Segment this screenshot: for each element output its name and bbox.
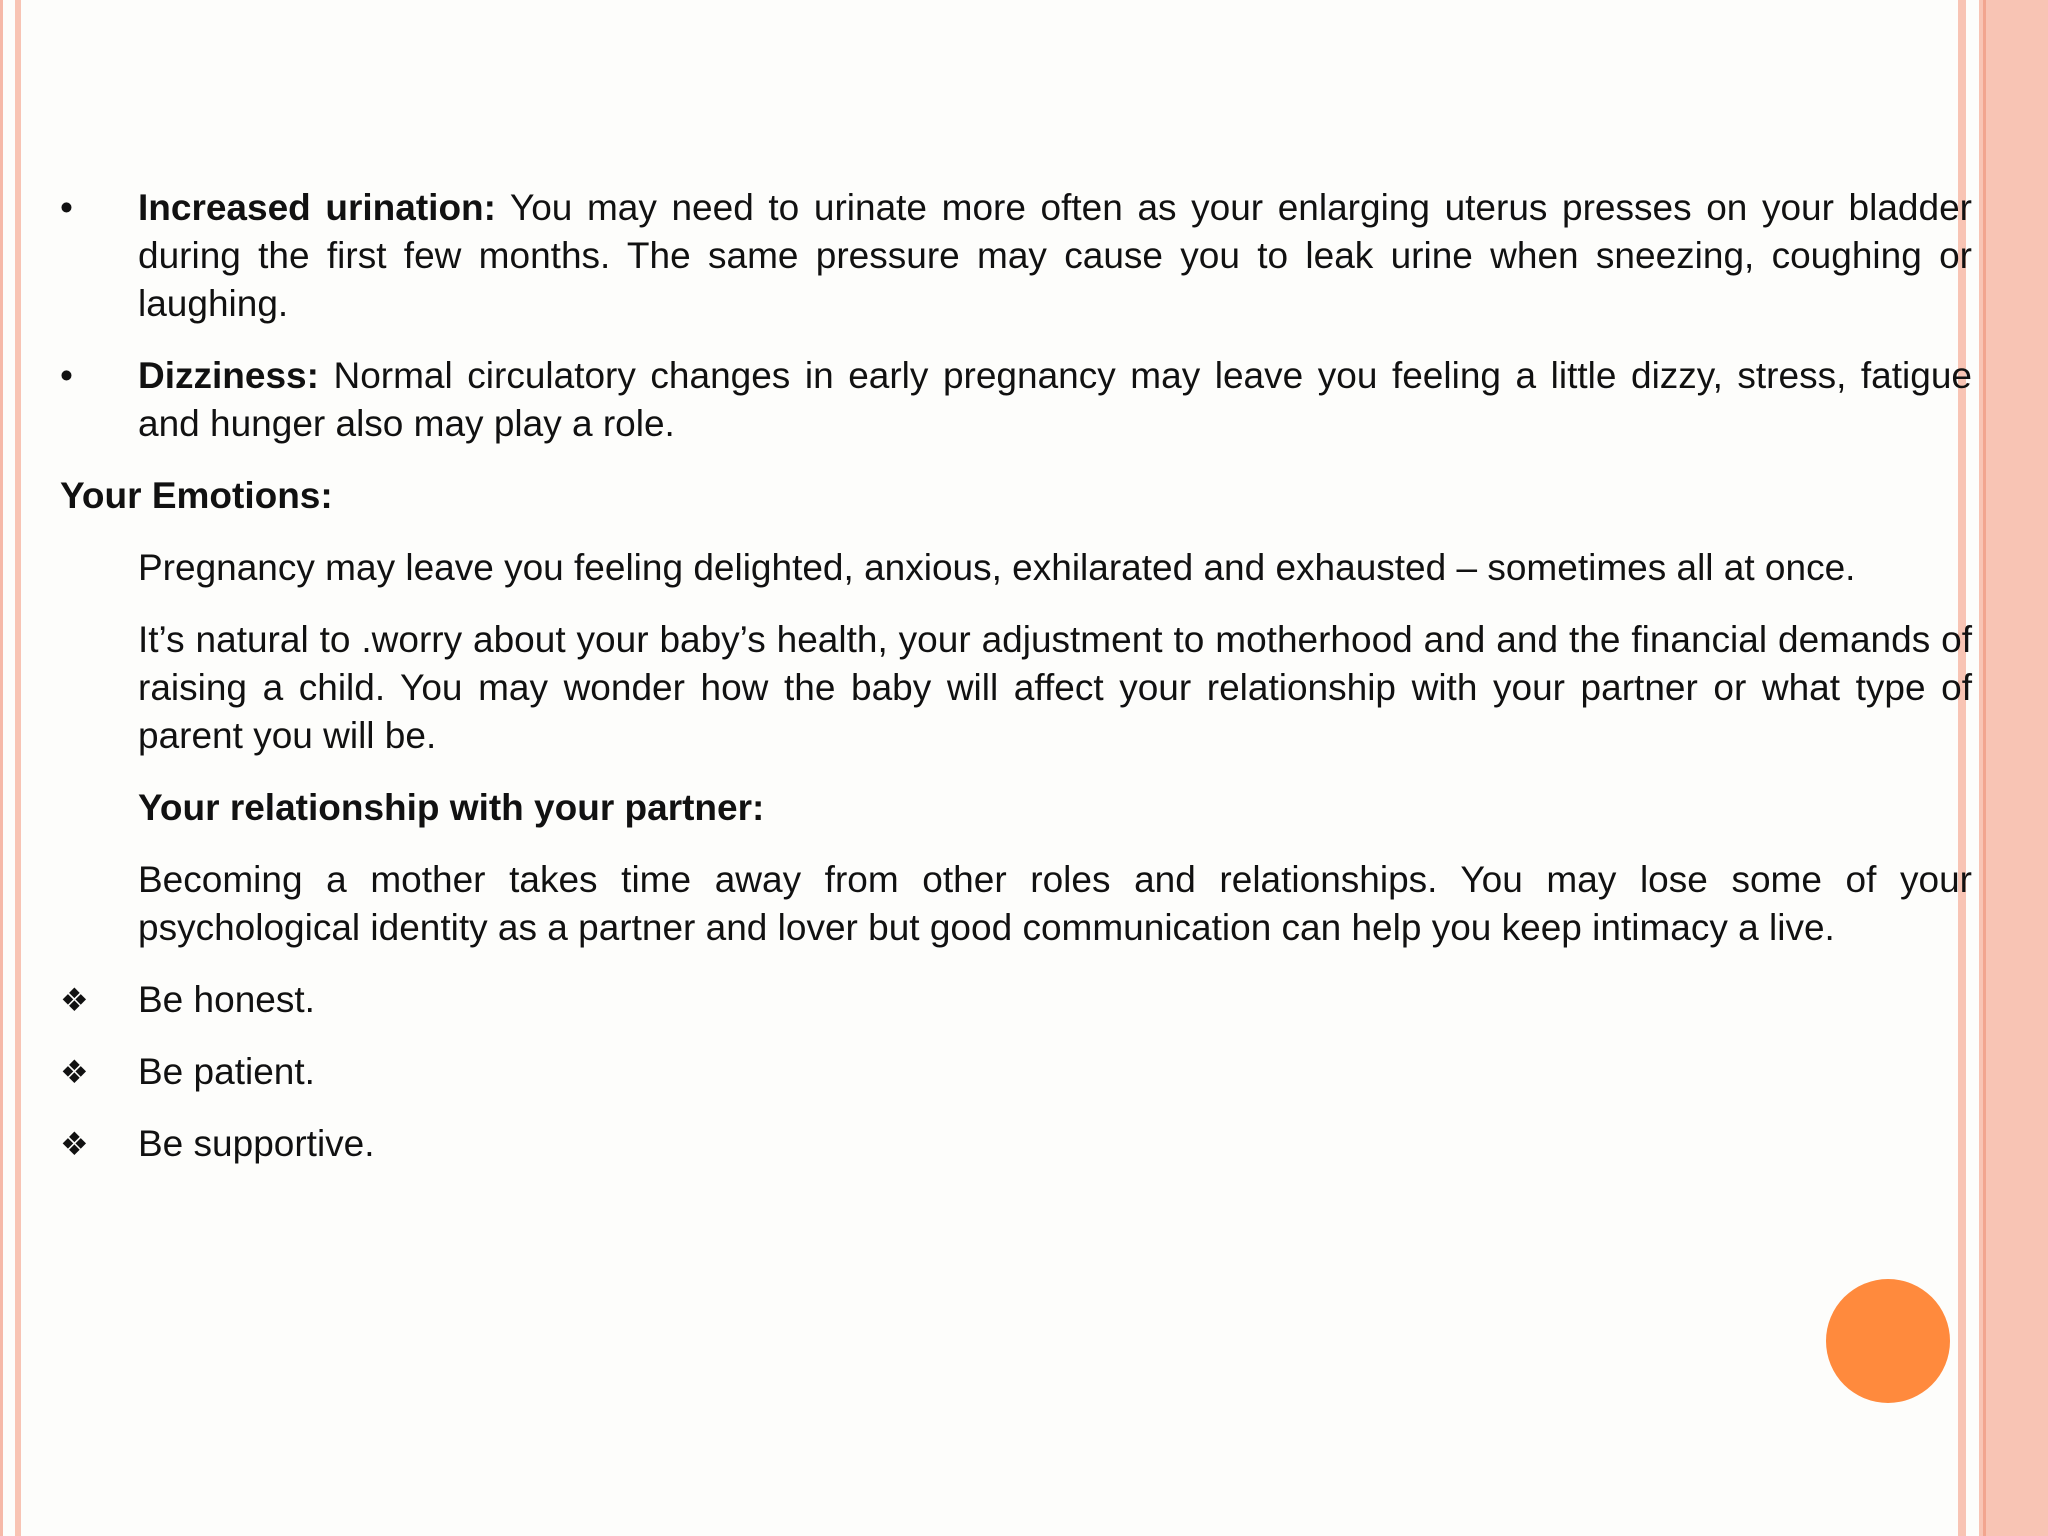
bullet-marker: •	[60, 187, 73, 228]
left-border-line	[0, 0, 3, 1536]
tip-text: Be honest.	[138, 979, 315, 1020]
left-border-line-inner	[15, 0, 21, 1536]
tip-text: Be supportive.	[138, 1123, 375, 1164]
tip-item	[60, 1120, 1972, 1168]
bullet-text: You may need to urinate more often as your enlarging uterus presses on your bladder during the first few months. The same pressure may cause you to leak urine when sneezing, coughing or laughing.	[138, 187, 1972, 324]
bullet-dizziness	[60, 352, 1972, 448]
tip-text: Be patient.	[138, 1051, 315, 1092]
right-border-line-inner	[1983, 0, 1986, 1536]
diamond-bullet-icon: ❖	[60, 982, 89, 1018]
emotions-paragraph-2: It’s natural to .worry about your baby’s health, your adjustment to motherhood and and the financial demands of raising a child. You may wonder how the baby will affect your relationship with your partner or what type of parent you will be.	[138, 619, 1972, 756]
orange-circle-decoration	[1826, 1279, 1950, 1403]
tip-item	[60, 976, 1972, 1024]
bullet-marker: •	[60, 355, 73, 396]
diamond-bullet-icon: ❖	[60, 1054, 89, 1090]
diamond-bullet-icon: ❖	[60, 1126, 89, 1162]
slide-content	[60, 184, 1972, 1192]
emotions-paragraph-1: Pregnancy may leave you feeling delighted, anxious, exhilarated and exhausted – sometimes all at once.	[138, 547, 1856, 588]
bullet-increased-urination	[60, 184, 1972, 328]
right-border-band	[1979, 0, 2048, 1536]
bullet-text: Normal circulatory changes in early pregnancy may leave you feeling a little dizzy, stress, fatigue and hunger also may play a role.	[138, 355, 1972, 444]
tip-item	[60, 1048, 1972, 1096]
bullet-label: Dizziness:	[138, 355, 319, 396]
partner-heading: Your relationship with your partner:	[138, 787, 765, 828]
bullet-label: Increased urination:	[138, 187, 496, 228]
your-emotions-heading: Your Emotions:	[60, 475, 333, 516]
partner-paragraph: Becoming a mother takes time away from other roles and relationships. You may lose some of your psychological identity as a partner and lover but good communication can help you keep intimacy a live.	[138, 859, 1972, 948]
